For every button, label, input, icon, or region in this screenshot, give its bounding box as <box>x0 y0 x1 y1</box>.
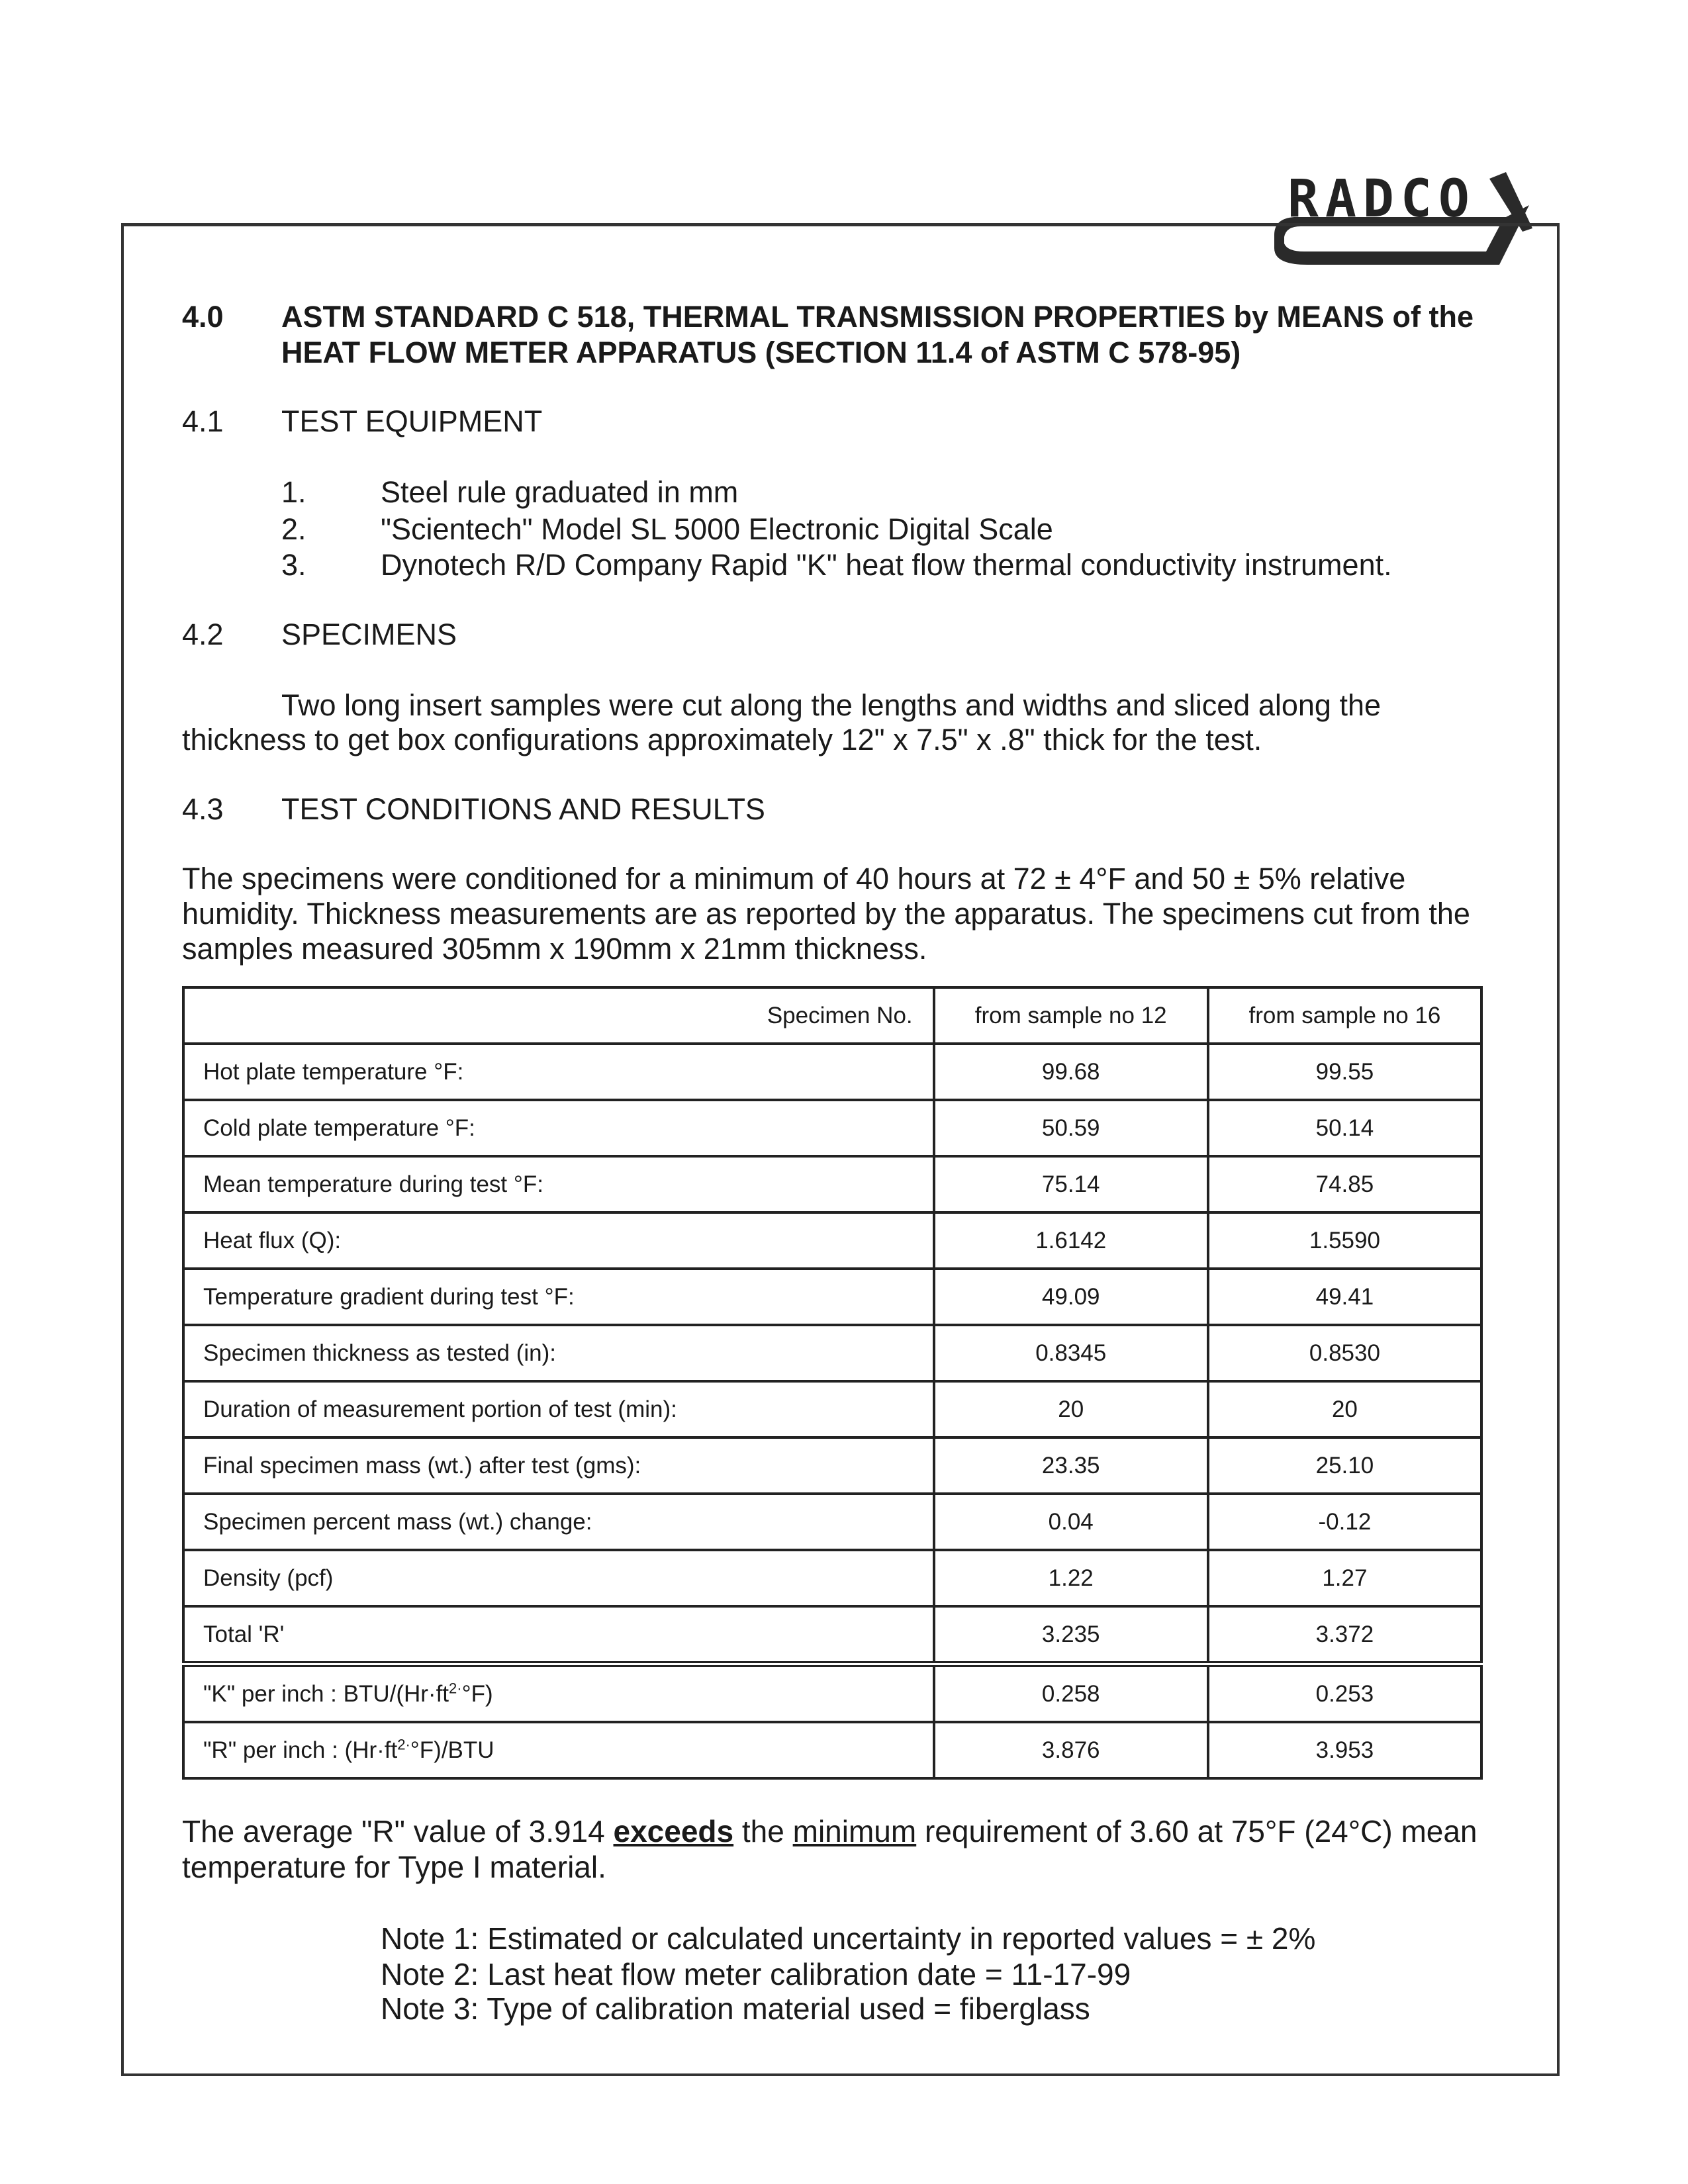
conditions-paragraph-line-1: The specimens were conditioned for a minimum of 40 hours at 72 ± 4°F and 50 ± 5% relative <box>182 862 1406 895</box>
table-row <box>183 1325 1481 1381</box>
row-value-sample-16: -0.12 <box>1208 1494 1481 1550</box>
row-label: Duration of measurement portion of test (min): <box>183 1381 934 1437</box>
k-label-post: °F) <box>461 1680 493 1707</box>
table-row <box>183 1437 1481 1494</box>
row-label: Specimen thickness as tested (in): <box>183 1325 934 1381</box>
equipment-item-number: 3. <box>281 548 306 582</box>
row-value-sample-12: 20 <box>934 1381 1208 1437</box>
table-row <box>183 1044 1481 1100</box>
equipment-item-number: 1. <box>281 475 306 509</box>
row-value-sample-12: 23.35 <box>934 1437 1208 1494</box>
section-number-4-3: 4.3 <box>182 792 224 826</box>
specimens-paragraph-line-2: thickness to get box configurations approximately 12" x 7.5" x .8" thick for the test. <box>182 723 1262 756</box>
row-label: Heat flux (Q): <box>183 1212 934 1269</box>
row-value-sample-16: 0.253 <box>1208 1664 1481 1723</box>
r-label-pre: "R" per inch : (Hr·ft <box>203 1737 398 1763</box>
table-row-r-per-inch <box>183 1722 1481 1778</box>
r-label-sup: 2· <box>397 1735 410 1752</box>
table-header-row <box>183 987 1481 1044</box>
header-sample-12: from sample no 12 <box>934 987 1208 1044</box>
row-label: Hot plate temperature °F: <box>183 1044 934 1100</box>
row-label <box>183 1722 934 1778</box>
row-label: Specimen percent mass (wt.) change: <box>183 1494 934 1550</box>
row-value-sample-12: 0.258 <box>934 1664 1208 1723</box>
row-value-sample-12: 50.59 <box>934 1100 1208 1156</box>
conclusion-post: requirement of 3.60 at 75°F (24°C) mean <box>916 1814 1477 1848</box>
equipment-item-number: 2. <box>281 512 306 546</box>
k-label-sup: 2· <box>449 1679 462 1696</box>
header-sample-16: from sample no 16 <box>1208 987 1481 1044</box>
row-value-sample-12: 3.235 <box>934 1606 1208 1664</box>
row-label: Final specimen mass (wt.) after test (gms): <box>183 1437 934 1494</box>
results-table <box>182 986 1483 1780</box>
row-label: Cold plate temperature °F: <box>183 1100 934 1156</box>
row-label: Temperature gradient during test °F: <box>183 1269 934 1325</box>
row-value-sample-16: 74.85 <box>1208 1156 1481 1212</box>
section-number-4-1: 4.1 <box>182 404 224 438</box>
note-3: Note 3: Type of calibration material used = fiberglass <box>381 1991 1090 2026</box>
row-value-sample-12: 99.68 <box>934 1044 1208 1100</box>
table-row <box>183 1494 1481 1550</box>
row-value-sample-16: 0.8530 <box>1208 1325 1481 1381</box>
table-row <box>183 1100 1481 1156</box>
specimens-paragraph-line-1: Two long insert samples were cut along the lengths and widths and sliced along the <box>281 688 1382 722</box>
table-row-k-per-inch <box>183 1664 1481 1723</box>
conditions-paragraph-line-2: humidity. Thickness measurements are as reported by the apparatus. The specimens cut from the <box>182 897 1470 931</box>
row-label: Mean temperature during test °F: <box>183 1156 934 1212</box>
table-row <box>183 1550 1481 1606</box>
section-title-test-conditions: TEST CONDITIONS AND RESULTS <box>281 792 765 826</box>
main-heading-line-1: ASTM STANDARD C 518, THERMAL TRANSMISSION PROPERTIES by MEANS of the <box>281 300 1474 334</box>
note-1: Note 1: Estimated or calculated uncertainty in reported values = ± 2% <box>381 1921 1316 1956</box>
row-value-sample-12: 49.09 <box>934 1269 1208 1325</box>
r-label-post: °F)/BTU <box>410 1737 494 1763</box>
row-value-sample-16: 49.41 <box>1208 1269 1481 1325</box>
row-value-sample-16: 1.27 <box>1208 1550 1481 1606</box>
k-label-pre: "K" per inch : BTU/(Hr·ft <box>203 1680 449 1707</box>
row-value-sample-12: 0.04 <box>934 1494 1208 1550</box>
row-value-sample-12: 1.22 <box>934 1550 1208 1606</box>
conclusion-exceeds: exceeds <box>613 1814 734 1848</box>
conclusion-mid: the <box>733 1814 793 1848</box>
table-row <box>183 1156 1481 1212</box>
row-label: Total 'R' <box>183 1606 934 1664</box>
section-number-4-2: 4.2 <box>182 617 224 651</box>
conclusion-pre: The average "R" value of 3.914 <box>182 1814 614 1848</box>
note-2: Note 2: Last heat flow meter calibration date = 11-17-99 <box>381 1957 1131 1991</box>
equipment-item-text: Steel rule graduated in mm <box>381 475 739 509</box>
row-value-sample-12: 0.8345 <box>934 1325 1208 1381</box>
header-specimen-no: Specimen No. <box>183 987 934 1044</box>
section-number-4-0: 4.0 <box>182 300 224 334</box>
row-value-sample-16: 3.372 <box>1208 1606 1481 1664</box>
conclusion-minimum: minimum <box>792 1814 917 1848</box>
table-row <box>183 1381 1481 1437</box>
equipment-item-text: Dynotech R/D Company Rapid "K" heat flow thermal conductivity instrument. <box>381 548 1392 582</box>
row-value-sample-12: 1.6142 <box>934 1212 1208 1269</box>
row-label <box>183 1664 934 1723</box>
equipment-item-text: "Scientech" Model SL 5000 Electronic Digital Scale <box>381 512 1053 546</box>
row-value-sample-12: 75.14 <box>934 1156 1208 1212</box>
conditions-paragraph-line-3: samples measured 305mm x 190mm x 21mm thickness. <box>182 932 927 966</box>
row-value-sample-16: 1.5590 <box>1208 1212 1481 1269</box>
conclusion-line-1 <box>182 1813 1477 1849</box>
main-heading-line-2: HEAT FLOW METER APPARATUS (SECTION 11.4 of ASTM C 578-95) <box>281 336 1241 369</box>
logo-text: RADCO <box>1288 169 1476 229</box>
row-value-sample-16: 25.10 <box>1208 1437 1481 1494</box>
row-value-sample-16: 50.14 <box>1208 1100 1481 1156</box>
conclusion-line-2: temperature for Type I material. <box>182 1850 606 1884</box>
table-row <box>183 1606 1481 1664</box>
section-title-specimens: SPECIMENS <box>281 617 457 651</box>
section-title-test-equipment: TEST EQUIPMENT <box>281 404 543 438</box>
row-value-sample-16: 20 <box>1208 1381 1481 1437</box>
table-row <box>183 1269 1481 1325</box>
row-value-sample-12: 3.876 <box>934 1722 1208 1778</box>
row-value-sample-16: 3.953 <box>1208 1722 1481 1778</box>
table-row <box>183 1212 1481 1269</box>
row-label: Density (pcf) <box>183 1550 934 1606</box>
row-value-sample-16: 99.55 <box>1208 1044 1481 1100</box>
